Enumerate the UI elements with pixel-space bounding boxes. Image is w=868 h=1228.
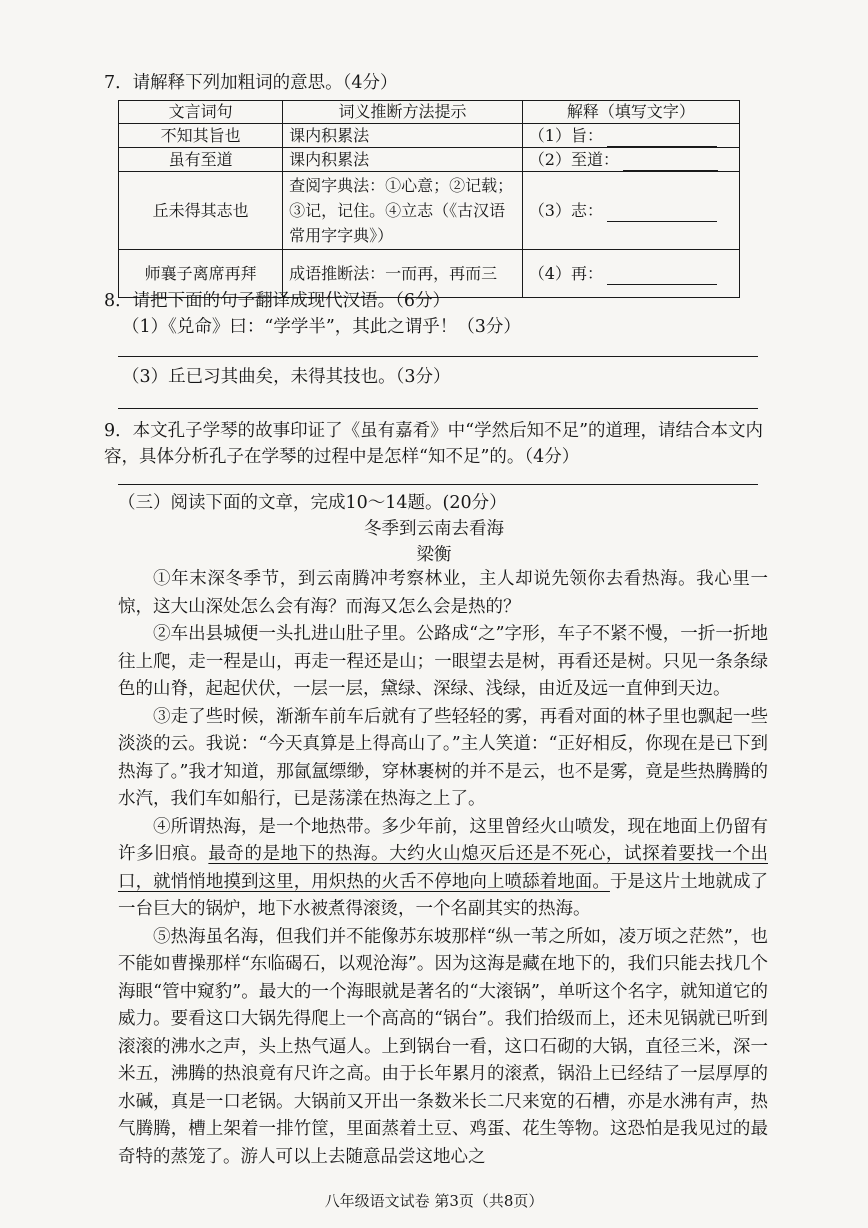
article-body xyxy=(118,566,768,1171)
paragraph-4-part-a: ④所谓热海，是一个地热带。多少年前，这里曾经火山喷发，现在地面上仍留有许多旧痕。 xyxy=(118,816,768,864)
method-cell: 成语推断法：一而再，再而三 xyxy=(283,250,523,298)
answer-blank[interactable] xyxy=(623,154,718,171)
phrase-cell: 师襄子离席再拜 xyxy=(119,250,283,298)
answer-line[interactable] xyxy=(118,408,758,409)
article-title: 冬季到云南去看海 xyxy=(364,519,504,539)
phrase-cell: 虽有至道 xyxy=(119,148,283,172)
table-row xyxy=(119,148,740,172)
answer-label: （4）再： xyxy=(528,263,603,283)
answer-blank[interactable] xyxy=(607,130,717,147)
method-cell: 查阅字典法：①心意；②记载；③记，记住。④立志（《古汉语常用字字典》） xyxy=(283,172,523,250)
answer-cell[interactable] xyxy=(522,172,739,250)
answer-line[interactable] xyxy=(118,484,758,485)
q8-sentence-3: （3）丘已习其曲矣，未得其技也。（3分） xyxy=(122,367,451,387)
answer-label: （1）旨： xyxy=(528,125,603,145)
answer-label: （3）志： xyxy=(528,200,603,220)
answer-cell[interactable] xyxy=(522,124,739,148)
table-row xyxy=(119,172,740,250)
header-answer: 解释（填写文字） xyxy=(522,101,739,124)
method-cell: 课内积累法 xyxy=(283,124,523,148)
paragraph-2: ②车出县城便一头扎进山肚子里。公路成“之”字形，车子不紧不慢，一折一折地往上爬，走一程是山，再走一程还是山；一眼望去是树，再看还是树。只见一条条绿色的山脊，起起伏伏，一层一层，黛绿、深绿、浅绿，由近及远一直伸到天边。 xyxy=(118,624,768,699)
header-phrase: 文言词句 xyxy=(119,101,283,124)
paragraph-4-part-c: 于是这片土地就成了一台巨大的锅炉，地下水被煮得滚烫，一个名副其实的热海。 xyxy=(118,871,769,919)
section3-intro: （三）阅读下面的文章，完成10～14题。(20分） xyxy=(118,493,507,513)
q8-title: 8．请把下面的句子翻译成现代汉语。（6分） xyxy=(104,291,451,311)
q9-text: 9．本文孔子学琴的故事印证了《虽有嘉肴》中“学然后知不足”的道理，请结合本文内容，具体分析孔子在学琴的过程中是怎样“知不足”的。（4分） xyxy=(104,421,764,467)
article-author: 梁衡 xyxy=(416,545,452,565)
underlined-sentence: 最奇的是地下的热海。大约火山熄灭后还是不死心，试探着要找一个出口，就悄悄地摸到这里，用炽热的火舌不停地向上喷舔着地面。 xyxy=(118,844,768,892)
method-cell: 课内积累法 xyxy=(283,148,523,172)
header-method: 词义推断方法提示 xyxy=(283,101,523,124)
table-header-row xyxy=(119,101,740,124)
table-row xyxy=(119,124,740,148)
q7-table xyxy=(118,100,740,298)
q8-sentence-1: （1）《兑命》曰：“学学半”，其此之谓乎！（3分） xyxy=(122,317,521,337)
answer-cell[interactable] xyxy=(522,148,739,172)
page-footer: 八年级语文试卷 第3页（共8页） xyxy=(324,1192,544,1210)
answer-line[interactable] xyxy=(118,356,758,357)
paragraph-3: ③走了些时候，渐渐车前车后就有了些轻轻的雾，再看对面的林子里也飘起一些淡淡的云。我说：“今天真算是上得高山了。”主人笑道：“正好相反，你现在是已下到热海了。”我才知道，那氤氲缥缈，穿林裹树的并不是云，也不是雾，竟是些热腾腾的水汽，我们车如船行，已是荡漾在热海之上了。 xyxy=(118,706,768,809)
answer-blank[interactable] xyxy=(607,205,717,222)
answer-blank[interactable] xyxy=(607,268,717,285)
paragraph-4 xyxy=(118,814,768,924)
paragraph-1: ①年末深冬季节，到云南腾冲考察林业，主人却说先领你去看热海。我心里一惊，这大山深处怎么会有海？而海又怎么会是热的？ xyxy=(118,569,768,617)
answer-label: （2）至道： xyxy=(528,149,619,169)
phrase-cell: 不知其旨也 xyxy=(119,124,283,148)
answer-cell[interactable] xyxy=(522,250,739,298)
phrase-cell: 丘未得其志也 xyxy=(119,172,283,250)
paragraph-5: ⑤热海虽名海，但我们并不能像苏东坡那样“纵一苇之所如，凌万顷之茫然”，也不能如曹操那样“东临碣石，以观沧海”。因为这海是藏在地下的，我们只能去找几个海眼“管中窥豹”。最大的一个海眼就是著名的“大滚锅”，单听这个名字，就知道它的威力。要看这口大锅先得爬上一个高高的“锅台”。我们拾级而上，还未见锅就已听到滚滚的沸水之声，头上热气逼人。上到锅台一看，这口石砌的大锅，直径三米，深一米五，沸腾的热浪竟有尺许之高。由于长年累月的滚煮，锅沿上已经结了一层厚厚的水碱，真是一口老锅。大锅前又开出一条数米长二尺来宽的石槽，亦是水沸有声，热气腾腾，槽上架着一排竹筐，里面蒸着土豆、鸡蛋、花生等物。这恐怕是我见过的最奇特的蒸笼了。游人可以上去随意品尝这地心之 xyxy=(118,926,768,1167)
q7-title: 7．请解释下列加粗词的意思。（4分） xyxy=(104,73,398,93)
